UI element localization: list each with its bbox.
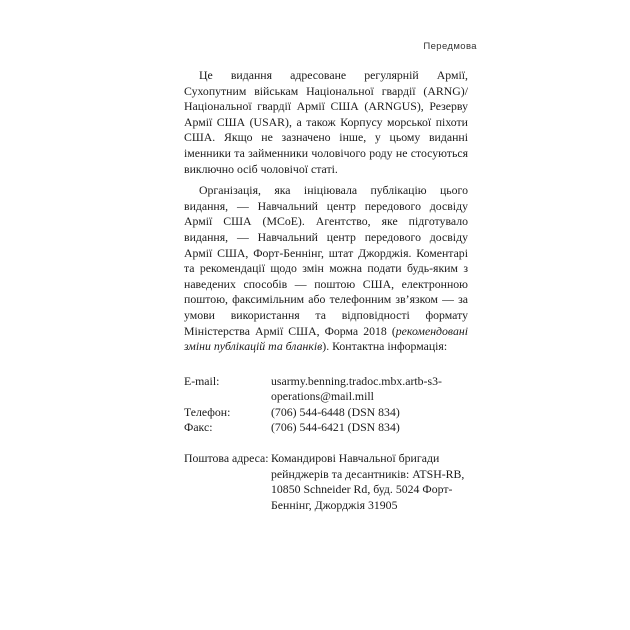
address-label: Поштова адреса: xyxy=(184,451,269,466)
paragraph-text: Організація, яка ініціювала публікацію цього видання, — Навчальний центр передового досвіду Армії США (MCoE). Агентство, яке підготувало видання, — Навчальний центр передового досвіду Армії США, Форт-Беннінг, штат Джорджія. Коментарі та рекомендації щодо змін можна подати будь-яким з наведених способів — поштою США, електронною поштою, факсимільним або телефонним зв’язком — за умови використання та відповідності формату Міністерства Армії США, Форма 2018 ( xyxy=(184,183,468,338)
phone-label: Телефон: xyxy=(184,404,231,419)
running-head: Передмова xyxy=(423,41,477,52)
paragraph-audience: Це видання адресоване регулярній Армії, Сухопутним військам Національної гвардії (ARNG)/Національної гвардії Армії США (ARNGUS), Резерву Армії США (USAR), а також Корпусу морської піхоти США. Якщо не зазначено інше, у цьому виданні іменники та займенники чоловічого роду не стосуються виключно осіб чоловічої статі. xyxy=(184,68,468,176)
paragraph-italic-text: рекомендовані зміни публікацій та бланків xyxy=(184,323,468,354)
address-value: Командирові Навчальної бригади рейнджерів та десантників: ATSH-RB, 10850 Schneider Rd, буд. 5024 Форт-Беннінг, Джорджія 31905 xyxy=(271,451,465,512)
contact-info xyxy=(184,374,468,514)
paragraph-text-end: ). Контактна інформація: xyxy=(322,339,448,354)
email-row xyxy=(184,374,468,405)
email-value: usarmy.benning.tradoc.mbx.artb-s3-operations@mail.mill xyxy=(271,373,442,404)
phone-row xyxy=(184,405,468,421)
fax-label: Факс: xyxy=(184,420,213,435)
address-row xyxy=(184,451,468,513)
body-text xyxy=(184,68,468,513)
paragraph-organization xyxy=(184,183,468,355)
phone-value: (706) 544-6448 (DSN 834) xyxy=(271,404,400,419)
fax-row xyxy=(184,420,468,436)
fax-value: (706) 544-6421 (DSN 834) xyxy=(271,420,400,435)
email-label: E-mail: xyxy=(184,373,220,388)
